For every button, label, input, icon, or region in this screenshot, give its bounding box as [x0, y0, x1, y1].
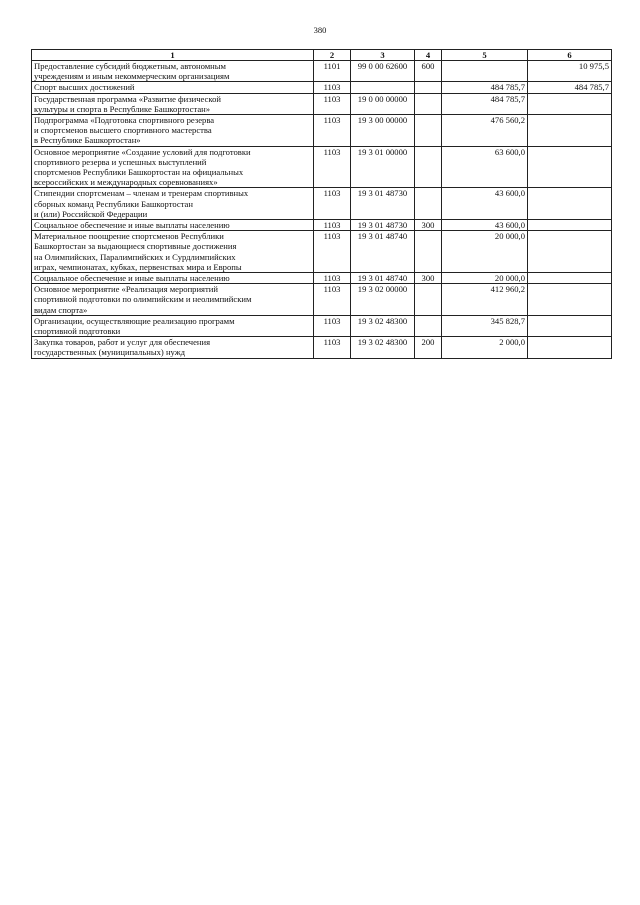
row-amount-col5 [442, 61, 528, 82]
table-row [32, 61, 612, 82]
row-type-code [415, 231, 442, 273]
column-header: 3 [351, 50, 415, 61]
table-row [32, 284, 612, 316]
row-target-code: 19 0 00 00000 [351, 93, 415, 114]
row-amount-col6 [528, 284, 612, 316]
row-name: Закупка товаров, работ и услуг для обеспечения государственных (муниципальных) нужд [32, 337, 314, 358]
row-target-code: 99 0 00 62600 [351, 61, 415, 82]
row-target-code: 19 3 01 00000 [351, 146, 415, 188]
row-section-code: 1103 [314, 188, 351, 220]
row-amount-col6 [528, 93, 612, 114]
row-name: Материальное поощрение спортсменов Республики Башкортостан за выдающиеся спортивные достижения на Олимпийских, Паралимпийских и Сурдлимпийских играх, чемпионатах, кубках, первенствах мира и Европы [32, 231, 314, 273]
row-name: Основное мероприятие «Создание условий для подготовки спортивного резерва и успешных выступлений спортсменов Республики Башкортостан на официальных всероссийских и международных соревнованиях» [32, 146, 314, 188]
row-target-code: 19 3 01 48740 [351, 273, 415, 284]
row-target-code [351, 82, 415, 93]
row-amount-col5: 484 785,7 [442, 82, 528, 93]
row-section-code: 1103 [314, 337, 351, 358]
row-name: Государственная программа «Развитие физической культуры и спорта в Республике Башкортостан» [32, 93, 314, 114]
row-name: Стипендии спортсменам – членам и тренерам спортивных сборных команд Республики Башкортостан и (или) Российской Федерации [32, 188, 314, 220]
page-number: 380 [313, 25, 327, 35]
row-section-code: 1101 [314, 61, 351, 82]
row-type-code [415, 115, 442, 147]
budget-table [31, 49, 612, 359]
row-amount-col5: 412 960,2 [442, 284, 528, 316]
row-section-code: 1103 [314, 115, 351, 147]
row-target-code: 19 3 01 48730 [351, 188, 415, 220]
row-amount-col5: 20 000,0 [442, 273, 528, 284]
row-target-code: 19 3 02 48300 [351, 315, 415, 336]
row-amount-col5: 43 600,0 [442, 188, 528, 220]
row-section-code: 1103 [314, 220, 351, 231]
row-name: Социальное обеспечение и иные выплаты населению [32, 273, 314, 284]
row-amount-col6 [528, 188, 612, 220]
table-row [32, 231, 612, 273]
row-amount-col6 [528, 337, 612, 358]
row-target-code: 19 3 01 48730 [351, 220, 415, 231]
row-name: Спорт высших достижений [32, 82, 314, 93]
table-row [32, 93, 612, 114]
row-name: Социальное обеспечение и иные выплаты населению [32, 220, 314, 231]
table-row [32, 273, 612, 284]
row-name: Подпрограмма «Подготовка спортивного резерва и спортсменов высшего спортивного мастерства в Республике Башкортостан» [32, 115, 314, 147]
row-amount-col6 [528, 115, 612, 147]
row-type-code: 200 [415, 337, 442, 358]
column-header: 4 [415, 50, 442, 61]
row-type-code [415, 315, 442, 336]
row-section-code: 1103 [314, 146, 351, 188]
row-amount-col5: 345 828,7 [442, 315, 528, 336]
row-amount-col5: 63 600,0 [442, 146, 528, 188]
row-name: Основное мероприятие «Реализация мероприятий спортивной подготовки по олимпийским и неолимпийским видам спорта» [32, 284, 314, 316]
row-target-code: 19 3 00 00000 [351, 115, 415, 147]
row-amount-col5: 484 785,7 [442, 93, 528, 114]
row-amount-col5: 20 000,0 [442, 231, 528, 273]
row-section-code: 1103 [314, 231, 351, 273]
row-amount-col6: 484 785,7 [528, 82, 612, 93]
row-section-code: 1103 [314, 273, 351, 284]
column-header: 1 [32, 50, 314, 61]
row-amount-col6 [528, 220, 612, 231]
row-type-code: 300 [415, 273, 442, 284]
row-amount-col5: 43 600,0 [442, 220, 528, 231]
row-type-code [415, 146, 442, 188]
row-type-code [415, 284, 442, 316]
row-section-code: 1103 [314, 93, 351, 114]
row-type-code [415, 93, 442, 114]
table-row [32, 337, 612, 358]
row-amount-col6 [528, 315, 612, 336]
row-amount-col5: 476 560,2 [442, 115, 528, 147]
row-type-code [415, 82, 442, 93]
table-header-row [32, 50, 612, 61]
table-row [32, 220, 612, 231]
column-header: 6 [528, 50, 612, 61]
table-row [32, 315, 612, 336]
table-row [32, 146, 612, 188]
row-target-code: 19 3 01 48740 [351, 231, 415, 273]
row-amount-col6: 10 975,5 [528, 61, 612, 82]
row-section-code: 1103 [314, 284, 351, 316]
row-amount-col6 [528, 146, 612, 188]
row-amount-col6 [528, 231, 612, 273]
row-type-code [415, 188, 442, 220]
row-name: Организации, осуществляющие реализацию программ спортивной подготовки [32, 315, 314, 336]
column-header: 5 [442, 50, 528, 61]
column-header: 2 [314, 50, 351, 61]
row-type-code: 600 [415, 61, 442, 82]
row-section-code: 1103 [314, 82, 351, 93]
table-row [32, 188, 612, 220]
table-row [32, 115, 612, 147]
row-target-code: 19 3 02 48300 [351, 337, 415, 358]
row-target-code: 19 3 02 00000 [351, 284, 415, 316]
table-row [32, 82, 612, 93]
row-name: Предоставление субсидий бюджетным, автономным учреждениям и иным некоммерческим организациям [32, 61, 314, 82]
row-amount-col5: 2 000,0 [442, 337, 528, 358]
row-section-code: 1103 [314, 315, 351, 336]
row-type-code: 300 [415, 220, 442, 231]
row-amount-col6 [528, 273, 612, 284]
